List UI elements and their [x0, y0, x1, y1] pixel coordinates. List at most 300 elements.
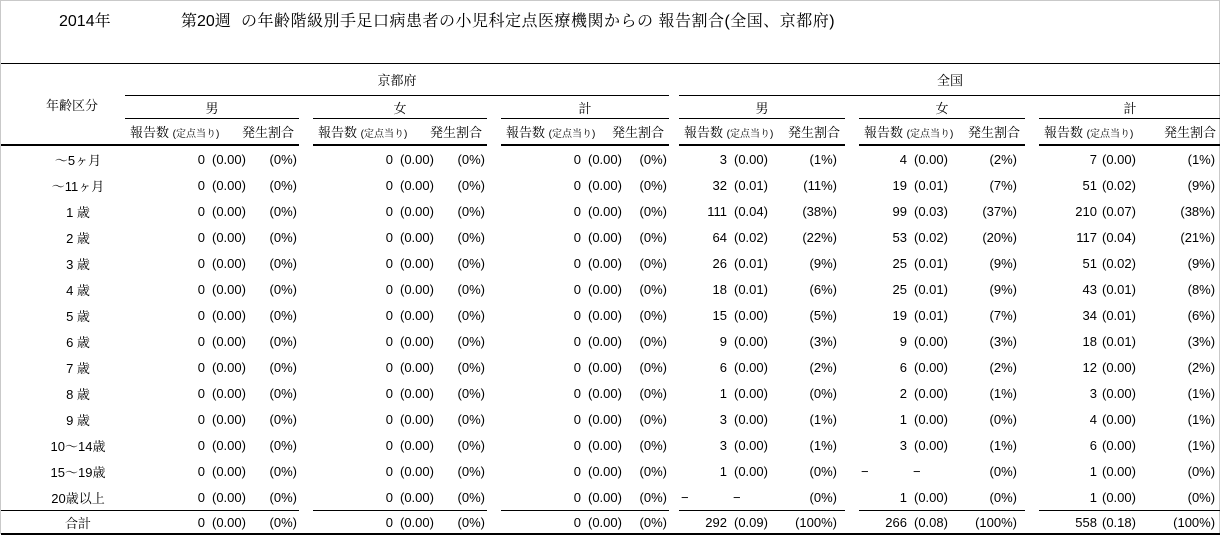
- percent-value: (0%): [269, 437, 297, 453]
- rate-value: (0.00): [1102, 411, 1136, 427]
- count-value: 3: [899, 437, 907, 453]
- count-value: 0: [125, 511, 209, 535]
- percent-value: (22%): [802, 229, 837, 245]
- rate-value: (0.00): [585, 511, 633, 535]
- table-row: [1, 458, 1220, 484]
- percent-value: (0%): [457, 359, 485, 375]
- count-value: 99: [892, 203, 907, 219]
- table-row: [1, 198, 1220, 224]
- column-gap: [1025, 198, 1039, 224]
- rate-value: (0.01): [914, 281, 948, 297]
- percent-value: (0%): [639, 203, 667, 219]
- age-row-label: 9 歳: [66, 412, 90, 428]
- percent-value: (0%): [269, 463, 297, 479]
- percent-value: (0%): [457, 489, 485, 505]
- percent-value: (2%): [809, 359, 837, 375]
- rate-value: (0.00): [400, 151, 434, 167]
- metric-header: [1039, 119, 1220, 146]
- percent-value: (0%): [639, 411, 667, 427]
- region-divider: [669, 276, 679, 302]
- region-divider: [669, 302, 679, 328]
- rate-value: (0.00): [588, 177, 622, 193]
- count-value: 3: [719, 151, 727, 167]
- rate-value: (0.00): [588, 463, 622, 479]
- percent-value: (0%): [1187, 463, 1216, 479]
- percent-value: (9%): [989, 255, 1017, 271]
- count-header: 報告数: [130, 125, 170, 140]
- percent-value: (2%): [989, 359, 1017, 375]
- rate-value: (0.00): [212, 281, 246, 297]
- ratio-header: 発生割合: [1164, 125, 1217, 140]
- percent-value: (0%): [269, 307, 297, 323]
- column-gap: [299, 484, 313, 511]
- column-gap: [487, 302, 501, 328]
- title-year: 2014年: [59, 13, 111, 30]
- rate-value: (0.00): [400, 229, 434, 245]
- rate-value: (0.01): [1102, 333, 1136, 349]
- rate-value: (0.00): [588, 489, 622, 505]
- count-value: 3: [719, 437, 727, 453]
- rate-value: (0.00): [588, 281, 622, 297]
- column-gap: [487, 276, 501, 302]
- count-value: 0: [573, 203, 581, 219]
- total-row: [1, 511, 1220, 535]
- kyoto-total-header: 計: [501, 96, 669, 119]
- column-gap: [487, 328, 501, 354]
- count-value: 0: [385, 229, 393, 245]
- table-row: [1, 145, 1220, 172]
- rate-value: (0.00): [212, 203, 246, 219]
- region-header-row: [1, 64, 1220, 96]
- table-row: [1, 380, 1220, 406]
- rate-value: (0.00): [588, 411, 622, 427]
- column-gap: [487, 119, 501, 146]
- count-header: 報告数: [864, 125, 904, 140]
- count-value: 19: [892, 177, 907, 193]
- rate-value: (0.00): [400, 385, 434, 401]
- column-gap: [487, 406, 501, 432]
- region-divider: [669, 96, 679, 119]
- column-gap: [1025, 119, 1039, 146]
- percent-value: (0%): [269, 203, 297, 219]
- percent-value: (0%): [1187, 489, 1216, 505]
- count-value: 210: [1075, 203, 1097, 219]
- rate-value: (0.00): [914, 437, 948, 453]
- ratio-header: 発生割合: [611, 125, 664, 140]
- count-value: 25: [892, 255, 907, 271]
- age-row-label: 2 歳: [66, 230, 90, 246]
- rate-value: (0.01): [914, 177, 948, 193]
- percent-value: (1%): [989, 437, 1017, 453]
- column-gap: [299, 354, 313, 380]
- rate-value: (0.00): [734, 333, 768, 349]
- percent-value: (1%): [1187, 151, 1216, 167]
- count-header: 報告数: [684, 125, 724, 140]
- rate-value: (0.00): [588, 359, 622, 375]
- count-value: 0: [573, 151, 581, 167]
- column-gap: [299, 380, 313, 406]
- column-gap: [299, 511, 313, 535]
- count-value: 0: [197, 437, 205, 453]
- metric-header: [313, 119, 487, 146]
- count-value: 19: [892, 307, 907, 323]
- national-female-header: 女: [859, 96, 1025, 119]
- region-divider: [669, 380, 679, 406]
- percent-value: (1%): [809, 437, 837, 453]
- count-value: 18: [1082, 333, 1097, 349]
- column-gap: [299, 119, 313, 146]
- rate-value: (0.00): [212, 411, 246, 427]
- column-gap: [845, 302, 859, 328]
- percent-value: (0%): [639, 177, 667, 193]
- count-value: 18: [712, 281, 727, 297]
- count-value: 1: [1089, 463, 1097, 479]
- percent-value: (1%): [1187, 385, 1216, 401]
- rate-value: (0.00): [588, 307, 622, 323]
- percent-value: (100%): [1159, 511, 1220, 535]
- column-gap: [1025, 511, 1039, 535]
- column-gap: [845, 511, 859, 535]
- rate-value: (0.00): [212, 229, 246, 245]
- percent-value: (0%): [989, 489, 1017, 505]
- region-divider: [669, 432, 679, 458]
- percent-value: (0%): [269, 177, 297, 193]
- title-week: 第20週: [181, 13, 231, 30]
- rate-value: (0.00): [400, 281, 434, 297]
- percent-value: (0%): [639, 385, 667, 401]
- percent-value: (0%): [457, 307, 485, 323]
- percent-value: (0%): [269, 359, 297, 375]
- rate-value: (0.00): [212, 307, 246, 323]
- rate-value: (0.00): [400, 307, 434, 323]
- rate-value: (0.00): [914, 489, 948, 505]
- percent-value: (0%): [639, 229, 667, 245]
- column-gap: [1025, 250, 1039, 276]
- column-gap: [845, 276, 859, 302]
- count-header: 報告数: [318, 125, 358, 140]
- age-row-label: ～11ヶ月: [51, 178, 105, 194]
- per-sentinel-note: (定点当り): [906, 129, 954, 140]
- column-gap: [1025, 224, 1039, 250]
- count-value: 0: [197, 255, 205, 271]
- age-row-label: 5 歳: [66, 308, 90, 324]
- count-value: 0: [197, 177, 205, 193]
- count-value: 0: [573, 411, 581, 427]
- percent-value: (100%): [961, 511, 1025, 535]
- percent-value: (0%): [457, 203, 485, 219]
- kyoto-male-header: 男: [125, 96, 299, 119]
- per-sentinel-note: (定点当り): [726, 129, 774, 140]
- percent-value: (0%): [257, 511, 299, 535]
- rate-value: (0.00): [212, 359, 246, 375]
- rate-value: (0.00): [400, 437, 434, 453]
- count-value: 26: [712, 255, 727, 271]
- count-value: 34: [1082, 307, 1097, 323]
- count-value: 0: [573, 437, 581, 453]
- table-row: [1, 172, 1220, 198]
- count-value: 0: [197, 281, 205, 297]
- rate-value: (0.01): [914, 255, 948, 271]
- count-value: 0: [197, 489, 205, 505]
- column-gap: [487, 354, 501, 380]
- rate-value: (0.00): [588, 151, 622, 167]
- column-gap: [845, 406, 859, 432]
- column-gap: [845, 250, 859, 276]
- column-gap: [1025, 328, 1039, 354]
- percent-value: (0%): [639, 307, 667, 323]
- rate-value: (0.00): [1102, 151, 1136, 167]
- rate-value: (0.00): [1102, 489, 1136, 505]
- column-gap: [845, 145, 859, 172]
- percent-value: (0%): [457, 255, 485, 271]
- rate-value: (0.02): [1102, 255, 1136, 271]
- column-gap: [845, 119, 859, 146]
- percent-value: (0%): [269, 281, 297, 297]
- region-divider: [669, 354, 679, 380]
- ratio-header: 発生割合: [429, 125, 482, 140]
- count-value: 51: [1082, 177, 1097, 193]
- column-gap: [1025, 354, 1039, 380]
- age-row-label: 6 歳: [66, 334, 90, 350]
- column-gap: [1025, 276, 1039, 302]
- region-divider: [669, 458, 679, 484]
- column-gap: [845, 172, 859, 198]
- percent-value: (0%): [457, 229, 485, 245]
- rate-value: (0.01): [734, 177, 768, 193]
- report-title: [1, 1, 1219, 63]
- column-gap: [299, 276, 313, 302]
- rate-value: (0.00): [400, 177, 434, 193]
- rate-value: (0.00): [914, 359, 948, 375]
- rate-value: (0.00): [400, 411, 434, 427]
- total-label: 合計: [1, 511, 125, 535]
- percent-value: (9%): [1187, 177, 1216, 193]
- rate-value: (0.00): [1102, 437, 1136, 453]
- national-total-header: 計: [1039, 96, 1220, 119]
- percent-value: (1%): [809, 151, 837, 167]
- metric-header: [125, 119, 299, 146]
- count-value: 4: [1089, 411, 1097, 427]
- percent-value: (0%): [269, 489, 297, 505]
- region-divider: [669, 484, 679, 511]
- rate-value: (0.00): [400, 333, 434, 349]
- ratio-header: 発生割合: [967, 125, 1020, 140]
- metric-header-row: [1, 119, 1220, 146]
- region-divider: [669, 224, 679, 250]
- rate-value: (0.01): [1102, 307, 1136, 323]
- percent-value: (20%): [982, 229, 1017, 245]
- region-divider: [669, 250, 679, 276]
- rate-value: (0.01): [734, 281, 768, 297]
- rate-value: (0.00): [400, 359, 434, 375]
- count-value: 0: [573, 255, 581, 271]
- count-value: 558: [1039, 511, 1099, 535]
- rate-value: (0.00): [212, 437, 246, 453]
- percent-value: (38%): [1180, 203, 1216, 219]
- rate-value: (0.00): [209, 511, 257, 535]
- count-value: 0: [197, 463, 205, 479]
- column-gap: [299, 145, 313, 172]
- column-gap: [299, 96, 313, 119]
- count-value: 0: [573, 281, 581, 297]
- count-value: 292: [679, 511, 731, 535]
- count-value: 117: [1076, 229, 1097, 245]
- column-gap: [487, 458, 501, 484]
- count-value: 43: [1082, 281, 1097, 297]
- report-table: [1, 63, 1220, 535]
- percent-value: (100%): [781, 511, 845, 535]
- count-value: 25: [892, 281, 907, 297]
- percent-value: (21%): [1180, 229, 1216, 245]
- percent-value: (5%): [809, 307, 837, 323]
- region-divider: [669, 406, 679, 432]
- column-gap: [845, 354, 859, 380]
- table-row: [1, 432, 1220, 458]
- percent-value: (0%): [809, 463, 837, 479]
- percent-value: (7%): [989, 177, 1017, 193]
- count-value: 9: [899, 333, 907, 349]
- percent-value: (0%): [809, 385, 837, 401]
- ratio-header: 発生割合: [241, 125, 294, 140]
- age-row-label: 3 歳: [66, 256, 90, 272]
- percent-value: (0%): [639, 437, 667, 453]
- age-row-label: ～5ヶ月: [54, 152, 102, 168]
- percent-value: (1%): [809, 411, 837, 427]
- region-divider: [669, 198, 679, 224]
- count-value: 1: [719, 385, 727, 401]
- percent-value: (0%): [269, 255, 297, 271]
- count-value: 0: [385, 437, 393, 453]
- count-value: 0: [385, 385, 393, 401]
- percent-value: (9%): [809, 255, 837, 271]
- rate-value: (0.00): [1102, 359, 1136, 375]
- percent-value: (6%): [809, 281, 837, 297]
- percent-value: (0%): [639, 151, 667, 167]
- percent-value: (11%): [803, 177, 837, 193]
- age-row-label: 1 歳: [66, 204, 90, 220]
- percent-value: (0%): [457, 281, 485, 297]
- count-value: 0: [197, 151, 205, 167]
- region-divider: [669, 64, 679, 96]
- rate-value: (0.00): [734, 307, 768, 323]
- rate-value: (0.00): [734, 359, 768, 375]
- count-value: 0: [385, 281, 393, 297]
- count-value: 0: [573, 385, 581, 401]
- table-row: [1, 250, 1220, 276]
- percent-value: (0%): [457, 385, 485, 401]
- percent-value: (1%): [1187, 437, 1216, 453]
- column-gap: [1025, 145, 1039, 172]
- count-value: 0: [573, 359, 581, 375]
- column-gap: [845, 432, 859, 458]
- count-value: 0: [385, 151, 393, 167]
- column-gap: [1025, 96, 1039, 119]
- region-divider: [669, 172, 679, 198]
- count-value: 12: [1082, 359, 1097, 375]
- table-row: [1, 224, 1220, 250]
- count-value: 0: [197, 229, 205, 245]
- kyoto-female-header: 女: [313, 96, 487, 119]
- count-value: 51: [1082, 255, 1097, 271]
- column-gap: [487, 484, 501, 511]
- region-divider: [669, 119, 679, 146]
- rate-value: (0.00): [914, 385, 948, 401]
- column-gap: [299, 172, 313, 198]
- column-gap: [845, 380, 859, 406]
- rate-value: (0.00): [212, 333, 246, 349]
- count-value: 0: [197, 385, 205, 401]
- count-value: 0: [197, 359, 205, 375]
- percent-value: (0%): [989, 463, 1017, 479]
- percent-value: (0%): [457, 437, 485, 453]
- rate-value: (0.00): [400, 489, 434, 505]
- percent-value: (0%): [639, 333, 667, 349]
- percent-value: (7%): [989, 307, 1017, 323]
- count-value: 0: [573, 463, 581, 479]
- percent-value: (0%): [457, 333, 485, 349]
- count-value: 2: [899, 385, 907, 401]
- percent-value: (1%): [989, 385, 1017, 401]
- count-value: 1: [899, 489, 907, 505]
- percent-value: (37%): [982, 203, 1017, 219]
- metric-header: [859, 119, 1025, 146]
- rate-value: (0.00): [588, 437, 622, 453]
- percent-value: (0%): [809, 489, 837, 505]
- percent-value: (0%): [639, 463, 667, 479]
- column-gap: [1025, 458, 1039, 484]
- national-male-header: 男: [679, 96, 845, 119]
- rate-value: (0.04): [1102, 229, 1136, 245]
- metric-header: [679, 119, 845, 146]
- rate-value: (0.09): [731, 511, 781, 535]
- rate-value: (0.02): [1102, 177, 1136, 193]
- count-value: −: [681, 489, 689, 505]
- percent-value: (8%): [1187, 281, 1216, 297]
- count-value: 4: [899, 151, 907, 167]
- column-gap: [845, 96, 859, 119]
- count-value: 0: [385, 203, 393, 219]
- percent-value: (0%): [989, 411, 1017, 427]
- table-row: [1, 328, 1220, 354]
- rate-value: −: [913, 463, 921, 479]
- percent-value: (2%): [1187, 359, 1216, 375]
- region-divider: [669, 511, 679, 535]
- rate-value: (0.00): [212, 489, 246, 505]
- column-gap: [1025, 302, 1039, 328]
- count-value: 6: [1089, 437, 1097, 453]
- age-row-label: 20歳以上: [51, 490, 105, 506]
- percent-value: (6%): [1187, 307, 1216, 323]
- count-value: 15: [712, 307, 727, 323]
- count-value: 1: [1089, 489, 1097, 505]
- age-column-header: 年齢区分: [1, 64, 125, 146]
- column-gap: [487, 432, 501, 458]
- sex-header-row: [1, 96, 1220, 119]
- column-gap: [487, 96, 501, 119]
- rate-value: (0.00): [588, 229, 622, 245]
- column-gap: [845, 484, 859, 511]
- age-row-label: 4 歳: [66, 282, 90, 298]
- column-gap: [845, 224, 859, 250]
- percent-value: (0%): [269, 229, 297, 245]
- rate-value: (0.03): [914, 203, 948, 219]
- table-row: [1, 354, 1220, 380]
- rate-value: (0.00): [588, 203, 622, 219]
- count-value: 0: [573, 307, 581, 323]
- rate-value: (0.00): [400, 463, 434, 479]
- column-gap: [1025, 406, 1039, 432]
- per-sentinel-note: (定点当り): [548, 129, 596, 140]
